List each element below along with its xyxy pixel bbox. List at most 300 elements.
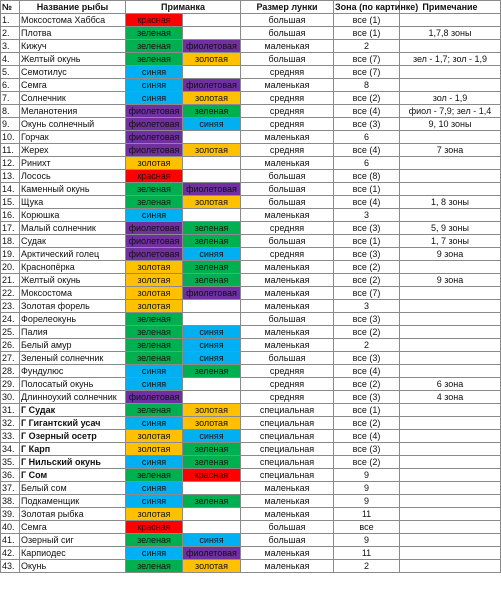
zone: 2 [334,40,400,53]
fish-name: Окунь [20,560,126,573]
bait-label: синяя [126,417,182,429]
header-number: № [1,1,20,14]
note: 9 зона [400,248,501,261]
hole-size: большая [241,53,334,66]
bait-label: зеленая [183,105,240,117]
bait-cell-1 [126,365,183,378]
bait-cell-2 [183,352,241,365]
bait-label: фиолетовая [126,144,182,156]
fish-name: Г Озерный осетр [20,430,126,443]
bait-cell-2 [183,27,241,40]
bait-cell-2 [183,469,241,482]
fish-name: Г Судак [20,404,126,417]
bait-label: зеленая [126,352,182,364]
bait-cell-1 [126,508,183,521]
bait-label: фиолетовая [126,391,182,403]
bait-cell-2 [183,53,241,66]
bait-label: фиолетовая [183,40,240,52]
bait-cell-2 [183,248,241,261]
bait-cell-1 [126,560,183,573]
bait-cell-2 [183,261,241,274]
bait-cell-2 [183,14,241,27]
hole-size: маленькая [241,274,334,287]
row-number: 29. [1,378,20,391]
row-number: 21. [1,274,20,287]
bait-cell-1 [126,222,183,235]
bait-label: зеленая [183,235,240,247]
row-number: 36. [1,469,20,482]
zone: все (3) [334,313,400,326]
bait-cell-1 [126,469,183,482]
hole-size: большая [241,352,334,365]
hole-size: маленькая [241,287,334,300]
bait-label: золотая [126,157,182,169]
bait-cell-2 [183,105,241,118]
bait-cell-1 [126,27,183,40]
row-number: 4. [1,53,20,66]
hole-size: средняя [241,118,334,131]
zone: 9 [334,482,400,495]
bait-cell-1 [126,170,183,183]
note [400,261,501,274]
bait-cell-1 [126,53,183,66]
fish-name: Полосатый окунь [20,378,126,391]
bait-cell-2 [183,79,241,92]
bait-label: фиолетовая [183,547,240,559]
fish-name: Карпиодес [20,547,126,560]
zone: 3 [334,300,400,313]
note [400,456,501,469]
bait-cell-1 [126,352,183,365]
table-row [1,222,501,235]
row-number: 37. [1,482,20,495]
row-number: 3. [1,40,20,53]
bait-label: красная [183,469,240,481]
bait-label: зеленая [126,560,182,572]
bait-cell-2 [183,157,241,170]
note: зел - 1,7; зол - 1,9 [400,53,501,66]
bait-label: золотая [183,560,240,572]
bait-label: синяя [126,547,182,559]
row-number: 33. [1,430,20,443]
header-bait: Приманка [126,1,241,14]
table-row [1,274,501,287]
row-number: 32. [1,417,20,430]
table-row [1,40,501,53]
hole-size: средняя [241,222,334,235]
bait-label: синяя [183,339,240,351]
bait-cell-2 [183,183,241,196]
header-note: Примечание [400,1,501,14]
bait-cell-1 [126,534,183,547]
note: 1,7,8 зоны [400,27,501,40]
note: зол - 1,9 [400,92,501,105]
hole-size: маленькая [241,40,334,53]
bait-cell-2 [183,222,241,235]
fish-name: Семга [20,521,126,534]
table-row [1,261,501,274]
bait-label: золотая [126,443,182,455]
row-number: 25. [1,326,20,339]
hole-size: большая [241,235,334,248]
row-number: 23. [1,300,20,313]
row-number: 42. [1,547,20,560]
bait-label: синяя [126,456,182,468]
hole-size: маленькая [241,560,334,573]
hole-size: большая [241,170,334,183]
bait-cell-2 [183,92,241,105]
table-row [1,235,501,248]
zone: все (3) [334,248,400,261]
zone: 11 [334,547,400,560]
note [400,534,501,547]
bait-cell-1 [126,40,183,53]
note [400,157,501,170]
fish-name: Фундулюс [20,365,126,378]
hole-size: средняя [241,92,334,105]
bait-label: зеленая [183,456,240,468]
bait-cell-2 [183,482,241,495]
table-row [1,391,501,404]
note [400,326,501,339]
hole-size: большая [241,521,334,534]
bait-label: фиолетовая [126,105,182,117]
bait-label: золотая [126,287,182,299]
note [400,183,501,196]
fish-name: Семга [20,79,126,92]
bait-cell-2 [183,118,241,131]
fish-name: Корюшка [20,209,126,222]
note [400,469,501,482]
row-number: 1. [1,14,20,27]
zone: все (2) [334,326,400,339]
hole-size: большая [241,534,334,547]
row-number: 2. [1,27,20,40]
bait-label: зеленая [183,274,240,286]
row-number: 20. [1,261,20,274]
hole-size: большая [241,196,334,209]
bait-label: зеленая [126,469,182,481]
bait-cell-2 [183,534,241,547]
bait-cell-2 [183,40,241,53]
bait-label: красная [126,14,182,26]
bait-cell-2 [183,378,241,391]
bait-cell-2 [183,170,241,183]
zone: 2 [334,339,400,352]
bait-cell-1 [126,196,183,209]
bait-cell-1 [126,378,183,391]
bait-cell-1 [126,274,183,287]
note [400,443,501,456]
fish-name: Жерех [20,144,126,157]
row-number: 30. [1,391,20,404]
hole-size: маленькая [241,339,334,352]
fish-name: Белый сом [20,482,126,495]
fish-name: Моксостома [20,287,126,300]
header-hole-size: Размер лунки [241,1,334,14]
zone: все (4) [334,365,400,378]
row-number: 11. [1,144,20,157]
bait-cell-1 [126,417,183,430]
table-row [1,456,501,469]
fish-name: Форелеокунь [20,313,126,326]
bait-cell-2 [183,508,241,521]
note [400,313,501,326]
fish-name: Желтый окунь [20,53,126,66]
zone: все (4) [334,196,400,209]
table-row [1,339,501,352]
table-row [1,209,501,222]
note: 4 зона [400,391,501,404]
bait-label: синяя [183,430,240,442]
bait-label: фиолетовая [183,287,240,299]
bait-cell-1 [126,105,183,118]
table-row [1,118,501,131]
table-row [1,144,501,157]
bait-label: зеленая [126,40,182,52]
zone: все (7) [334,53,400,66]
bait-cell-2 [183,300,241,313]
note [400,287,501,300]
bait-cell-2 [183,209,241,222]
bait-label: синяя [126,79,182,91]
table-row [1,495,501,508]
bait-cell-1 [126,157,183,170]
fish-name: Кижуч [20,40,126,53]
row-number: 27. [1,352,20,365]
zone: все (3) [334,118,400,131]
fish-name: Горчак [20,131,126,144]
hole-size: маленькая [241,508,334,521]
table-row [1,404,501,417]
table-row [1,170,501,183]
fish-name: Моксостома Хаббса [20,14,126,27]
row-number: 10. [1,131,20,144]
bait-label: синяя [126,209,182,221]
hole-size: специальная [241,417,334,430]
bait-cell-1 [126,235,183,248]
bait-label: красная [126,170,182,182]
fish-name: Краснопёрка [20,261,126,274]
zone: 6 [334,157,400,170]
fish-name: Судак [20,235,126,248]
zone: 2 [334,560,400,573]
fish-name: Малый солнечник [20,222,126,235]
bait-cell-1 [126,482,183,495]
table-row [1,300,501,313]
bait-cell-1 [126,92,183,105]
bait-cell-1 [126,547,183,560]
zone: все (2) [334,92,400,105]
zone: все (2) [334,274,400,287]
hole-size: специальная [241,469,334,482]
header-fish-name: Название рыбы [20,1,126,14]
table-row [1,287,501,300]
bait-cell-2 [183,144,241,157]
bait-label: фиолетовая [126,248,182,260]
bait-label: фиолетовая [126,235,182,247]
fish-name: Лосось [20,170,126,183]
bait-cell-1 [126,183,183,196]
fish-name: Г Карп [20,443,126,456]
row-number: 17. [1,222,20,235]
table-row [1,14,501,27]
bait-label: зеленая [183,365,240,377]
hole-size: специальная [241,456,334,469]
table-row [1,352,501,365]
hole-size: специальная [241,404,334,417]
zone: все (4) [334,144,400,157]
hole-size: средняя [241,391,334,404]
bait-label: золотая [183,92,240,104]
table-row [1,521,501,534]
note [400,365,501,378]
table-row [1,378,501,391]
bait-label: золотая [126,261,182,273]
bait-label: зеленая [126,313,182,325]
note [400,352,501,365]
zone: 9 [334,469,400,482]
bait-cell-1 [126,209,183,222]
bait-cell-1 [126,404,183,417]
zone: все (7) [334,287,400,300]
row-number: 22. [1,287,20,300]
bait-label: фиолетовая [126,222,182,234]
bait-cell-1 [126,66,183,79]
zone: все (2) [334,456,400,469]
zone: 8 [334,79,400,92]
bait-label: синяя [126,66,182,78]
bait-label: фиолетовая [183,183,240,195]
hole-size: маленькая [241,157,334,170]
table-row [1,326,501,339]
row-number: 38. [1,495,20,508]
zone: все (7) [334,66,400,79]
bait-label: зеленая [126,53,182,65]
hole-size: средняя [241,144,334,157]
row-number: 7. [1,92,20,105]
table-row [1,131,501,144]
table-row [1,157,501,170]
bait-cell-2 [183,404,241,417]
bait-cell-2 [183,456,241,469]
bait-label: синяя [126,365,182,377]
bait-cell-2 [183,391,241,404]
note: 1, 8 зоны [400,196,501,209]
zone: 9 [334,534,400,547]
table-row [1,66,501,79]
bait-cell-1 [126,144,183,157]
note: фиол - 7,9; зел - 1,4 [400,105,501,118]
row-number: 18. [1,235,20,248]
zone: все (1) [334,235,400,248]
bait-cell-2 [183,66,241,79]
bait-cell-1 [126,521,183,534]
hole-size: средняя [241,248,334,261]
zone: все (3) [334,391,400,404]
zone: все (4) [334,105,400,118]
table-row [1,27,501,40]
fish-name: Г Сом [20,469,126,482]
table-row [1,365,501,378]
table-header-row [1,1,501,14]
note [400,404,501,417]
note: 1, 7 зоны [400,235,501,248]
table-row [1,313,501,326]
note: 9 зона [400,274,501,287]
bait-cell-2 [183,326,241,339]
table-row [1,53,501,66]
row-number: 35. [1,456,20,469]
row-number: 12. [1,157,20,170]
hole-size: маленькая [241,547,334,560]
zone: все (2) [334,261,400,274]
note [400,495,501,508]
bait-label: зеленая [126,183,182,195]
hole-size: большая [241,14,334,27]
bait-label: зеленая [126,339,182,351]
note [400,170,501,183]
bait-cell-1 [126,118,183,131]
zone: все (4) [334,430,400,443]
bait-label: фиолетовая [183,79,240,91]
note [400,209,501,222]
bait-label: фиолетовая [126,118,182,130]
table-row [1,508,501,521]
bait-cell-1 [126,495,183,508]
note [400,508,501,521]
fish-name: Каменный окунь [20,183,126,196]
table-row [1,417,501,430]
row-number: 31. [1,404,20,417]
zone: 6 [334,131,400,144]
bait-cell-2 [183,313,241,326]
row-number: 15. [1,196,20,209]
hole-size: маленькая [241,131,334,144]
row-number: 14. [1,183,20,196]
table-row [1,105,501,118]
hole-size: маленькая [241,79,334,92]
fish-name: Г Нильский окунь [20,456,126,469]
bait-label: синяя [126,495,182,507]
note [400,14,501,27]
fish-name: Озерный сиг [20,534,126,547]
bait-label: красная [126,521,182,533]
fish-name: Зеленый солнечник [20,352,126,365]
hole-size: средняя [241,66,334,79]
hole-size: маленькая [241,482,334,495]
note [400,417,501,430]
bait-cell-2 [183,196,241,209]
zone: все (1) [334,183,400,196]
hole-size: средняя [241,378,334,391]
bait-label: зеленая [126,404,182,416]
bait-label: золотая [126,274,182,286]
note [400,131,501,144]
bait-label: синяя [183,326,240,338]
fish-name: Палия [20,326,126,339]
bait-cell-1 [126,248,183,261]
zone: все (1) [334,14,400,27]
table-row [1,196,501,209]
note [400,79,501,92]
table-row [1,560,501,573]
bait-label: зеленая [126,534,182,546]
table-row [1,534,501,547]
bait-label: зеленая [126,326,182,338]
bait-cell-1 [126,300,183,313]
fish-name: Арктический голец [20,248,126,261]
